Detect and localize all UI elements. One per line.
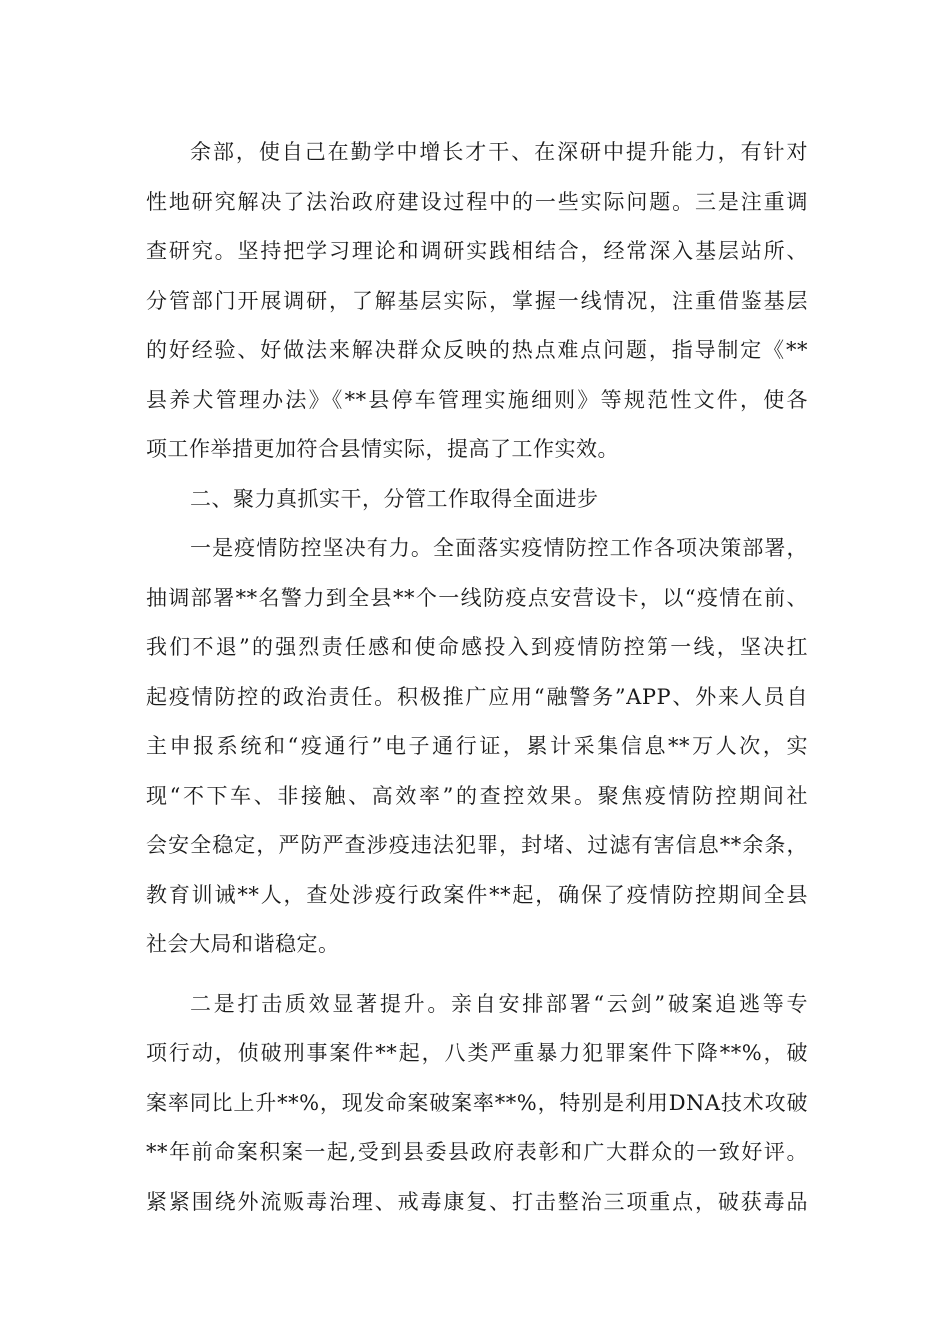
- text-line: 抽调部署**名警力到全县**个一线防疫点安营设卡，以“疫情在前、: [146, 585, 808, 610]
- paragraph-1: [146, 128, 808, 475]
- text-line: 会安全稳定，严防严查涉疫违法犯罪，封堵、过滤有害信息**余条，: [146, 833, 808, 857]
- text-line: 一是疫情防控坚决有力。全面落实疫情防控工作各项决策部署，: [190, 536, 808, 560]
- text-line: 的好经验、好做法来解决群众反映的热点难点问题，指导制定《**: [146, 338, 808, 362]
- text-line: 项行动，侦破刑事案件**起，八类严重暴力犯罪案件下降**%，破: [146, 1041, 808, 1065]
- paragraph-3: [146, 524, 808, 970]
- text-line: **年前命案积案一起,受到县委县政府表彰和广大群众的一致好评。: [146, 1140, 808, 1164]
- document-page: [146, 128, 808, 1227]
- text-line: 县养犬管理办法》《**县停车管理实施细则》等规范性文件，使各: [146, 387, 808, 412]
- text-line: 案率同比上升**%，现发命案破案率**%，特别是利用DNA技术攻破: [146, 1090, 808, 1115]
- text-line: 起疫情防控的政治责任。积极推广应用“融警务”APP、外来人员自: [146, 684, 808, 709]
- text-line: 查研究。坚持把学习理论和调研实践相结合，经常深入基层站所、: [146, 239, 808, 263]
- text-line: 社会大局和谐稳定。: [146, 932, 340, 956]
- text-line: 余部，使自己在勤学中增长才干、在深研中提升能力，有针对: [190, 140, 808, 164]
- heading-text: 二、聚力真抓实干，分管工作取得全面进步: [190, 486, 599, 511]
- paragraph-4: [146, 980, 808, 1228]
- text-line: 现“不下车、非接触、高效率”的查控效果。聚焦疫情防控期间社: [146, 783, 808, 808]
- text-line: 分管部门开展调研，了解基层实际，掌握一线情况，注重借鉴基层: [146, 288, 808, 313]
- text-line: 性地研究解决了法治政府建设过程中的一些实际问题。三是注重调: [146, 189, 808, 214]
- text-line: 我们不退”的强烈责任感和使命感投入到疫情防控第一线，坚决扛: [146, 635, 808, 659]
- text-line: 紧紧围绕外流贩毒治理、戒毒康复、打击整治三项重点，破获毒品: [146, 1189, 808, 1214]
- text-line: 教育训诫**人，查处涉疫行政案件**起，确保了疫情防控期间全县: [146, 882, 808, 907]
- text-line: 主申报系统和“疫通行”电子通行证，累计采集信息**万人次，实: [146, 734, 808, 758]
- text-line: 二是打击质效显著提升。亲自安排部署“云剑”破案追逃等专: [190, 991, 808, 1016]
- text-line: 项工作举措更加符合县情实际，提高了工作实效。: [146, 437, 619, 461]
- section-heading: [146, 475, 808, 525]
